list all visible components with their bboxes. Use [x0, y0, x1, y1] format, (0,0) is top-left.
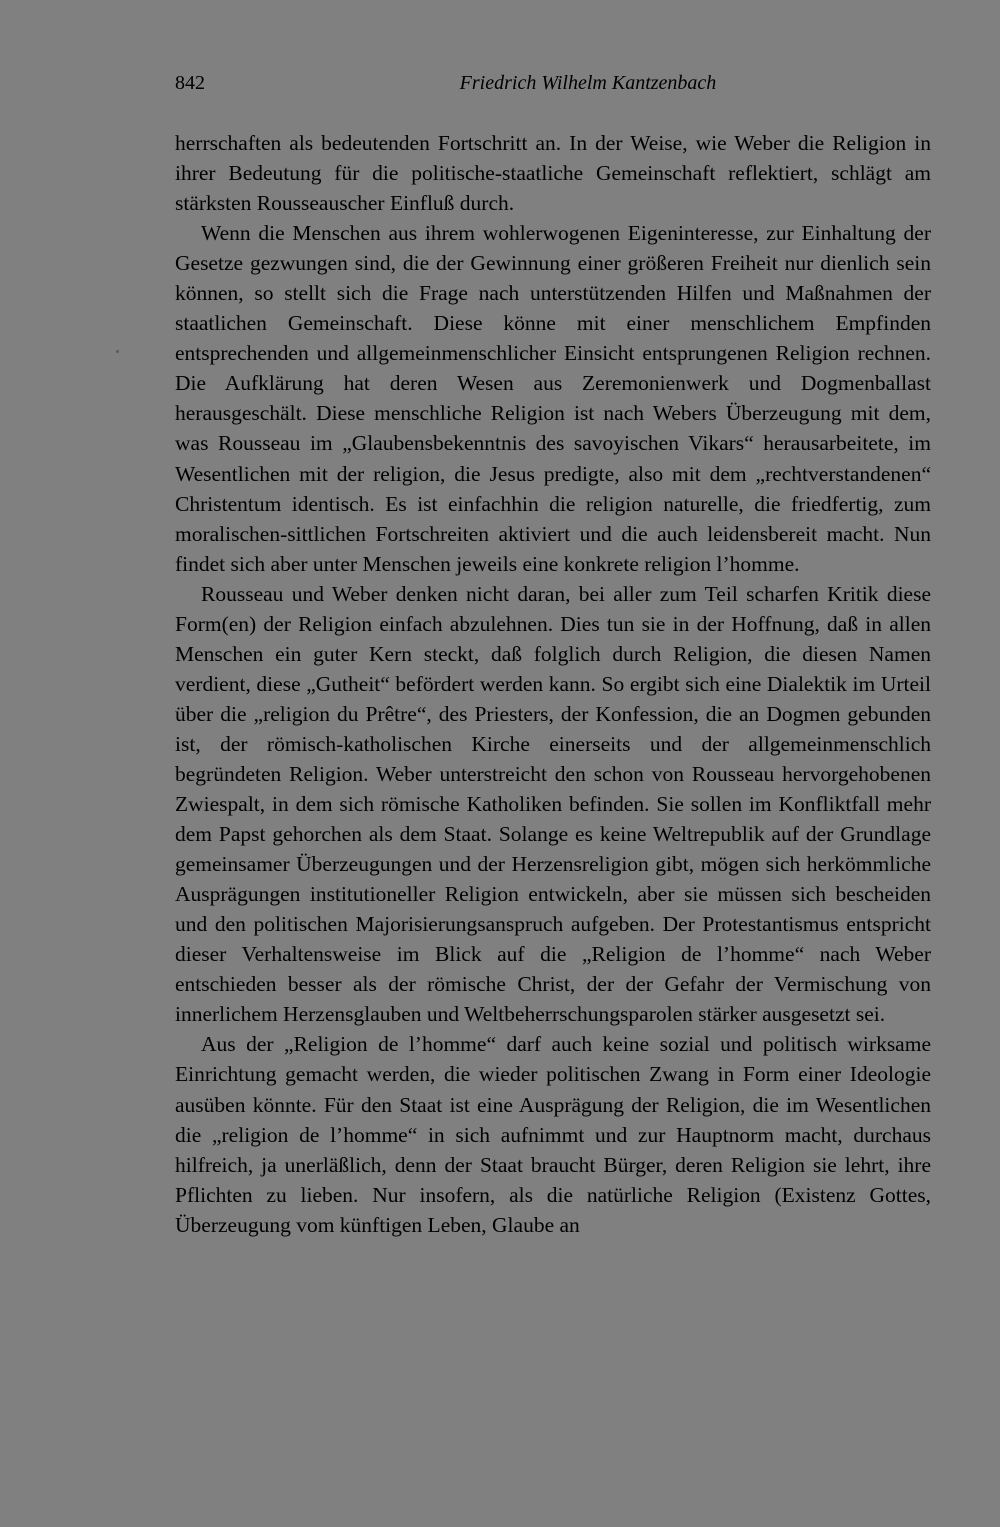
body-text — [175, 128, 931, 1240]
running-head: Friedrich Wilhelm Kantzenbach — [459, 72, 717, 94]
paragraph: herrschaften als bedeutenden Fortschritt an. In der Weise, wie Weber die Religion in ihrer Bedeutung für die politische-staatliche Gemeinschaft reflektiert, schlägt am stärksten Rousseauscher Einfluß durch. — [175, 131, 931, 216]
paragraph: Rousseau und Weber denken nicht daran, bei aller zum Teil scharfen Kritik diese Form(en) der Religion einfach abzulehnen. Dies tun sie in der Hoffnung, daß in allen Menschen ein guter Kern steckt, daß folglich durch Religion, die diesen Namen verdient, diese „Gutheit“ befördert werden kann. So ergibt sich eine Dialektik im Urteil über die „religion du Prêtre“, des Priesters, der Konfession, die an Dogmen gebunden ist, der römisch-katholischen Kirche einerseits und der allgemeinmenschlich begründeten Religion. Weber unterstreicht den schon von Rousseau hervorgehobenen Zwiespalt, in dem sich römische Katholiken befinden. Sie sollen im Konfliktfall mehr dem Papst gehorchen als dem Staat. Solange es keine Weltrepublik auf der Grundlage gemeinsamer Überzeugungen und der Herzensreligion gibt, mögen sich herkömmliche Ausprägungen institutioneller Religion entwickeln, aber sie müssen sich bescheiden und den politischen Majorisierungsanspruch aufgeben. Der Protestantismus entspricht dieser Verhaltensweise im Blick auf die „Religion de l’homme“ nach Weber entschieden besser als der römische Christ, der der Gefahr der Vermischung von innerlichem Herzensglauben und Weltbeherrschungsparolen stärker ausgesetzt sei. — [175, 581, 931, 1027]
page-header — [175, 72, 931, 106]
paragraph: Wenn die Menschen aus ihrem wohlerwogenen Eigeninteresse, zur Einhaltung der Gesetze gezwungen sind, die der Gewinnung einer größeren Freiheit nur dienlich sein können, so stellt sich die Frage nach unterstützenden Hilfen und Maßnahmen der staatlichen Gemeinschaft. Diese könne mit einer menschlichem Empfinden entsprechenden und allgemeinmenschlicher Einsicht entsprungenen Religion rechnen. Die Aufklärung hat deren Wesen aus Zeremonienwerk und Dogmenballast herausgeschält. Diese menschliche Religion ist nach Webers Überzeugung mit dem, was Rousseau im „Glaubensbekenntnis des savoyischen Vikars“ herausarbeitete, im Wesentlichen mit der religion, die Jesus predigte, also mit dem „rechtverstandenen“ Christentum identisch. Es ist einfachhin die religion naturelle, die friedfertig, zum moralischen-sittlichen Fortschreiten aktiviert und die auch leidensbereit macht. Nun findet sich aber unter Menschen jeweils eine konkrete religion l’homme. — [175, 221, 931, 576]
paragraph: Aus der „Religion de l’homme“ darf auch keine sozial und politisch wirksame Einrichtung gemacht werden, die wieder politischen Zwang in Form einer Ideologie ausüben könnte. Für den Staat ist eine Ausprägung der Religion, die im Wesentlichen die „religion de l’homme“ in sich aufnimmt und zur Hauptnorm macht, durchaus hilfreich, ja unerläßlich, denn der Staat braucht Bürger, deren Religion sie lehrt, ihre Pflichten zu lieben. Nur insofern, als die natürliche Religion (Existenz Gottes, Überzeugung vom künftigen Leben, Glaube an — [175, 1032, 931, 1237]
page-number: 842 — [175, 72, 205, 94]
scan-speck — [116, 350, 119, 353]
